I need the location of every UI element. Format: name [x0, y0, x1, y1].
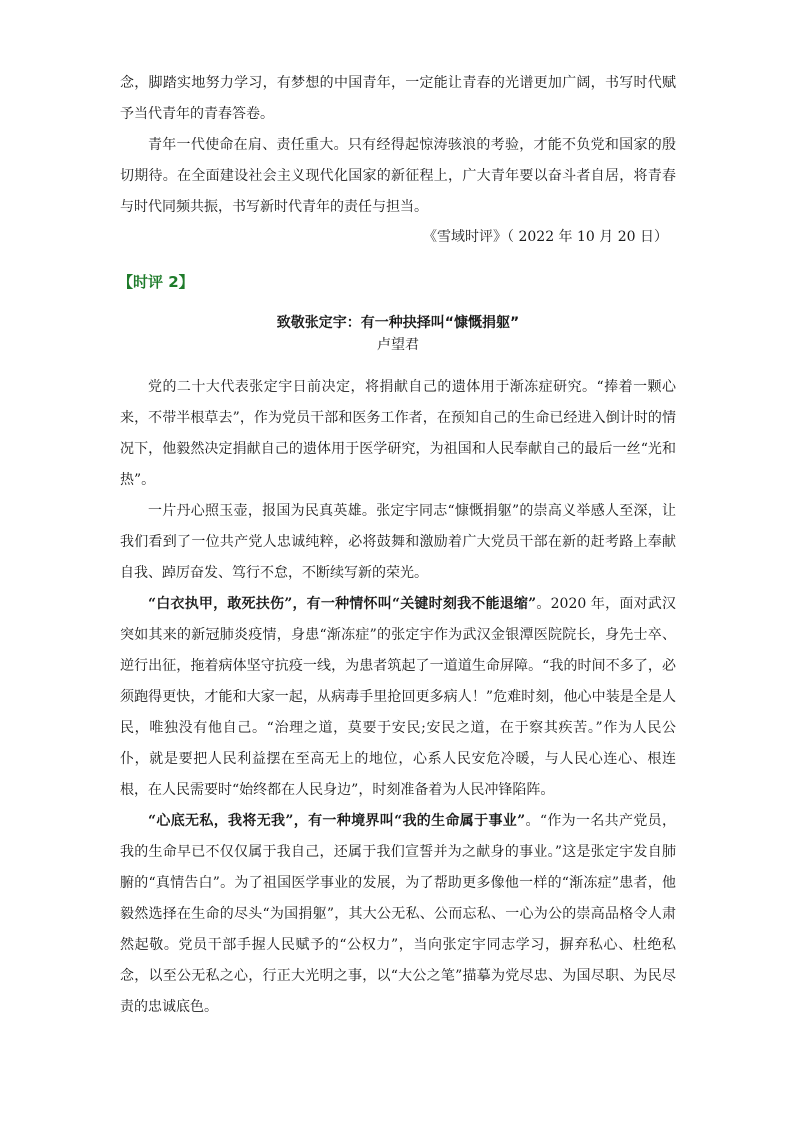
paragraph-text: 一片丹心照玉壶，报国为民真英雄。张定宇同志“慷慨捐躯”的崇高义举感人至深，让我们看到了一位共产党人忠诚纯粹，必将鼓舞和激励着广大党员干部在新的赶考路上奉献自我、踔厉奋发、笃行不怠，不断续写新的荣光。 — [120, 503, 676, 581]
paragraph-text: 党的二十大代表张定宇日前决定，将捐献自己的遗体用于渐冻症研究。“捧着一颗心来，不带半根草去”，作为党员干部和医务工作者，在预知自己的生命已经进入倒计时的情况下，他毅然决定捐献自己的遗体用于医学研究，为祖国和人民奉献自己的最后一丝“光和热”。 — [120, 379, 676, 488]
paragraph-lead: “白衣执甲，敢死扶伤”，有一种情怀叫“关键时刻我不能退缩” — [148, 596, 537, 612]
paragraph-continued: 念，脚踏实地努力学习，有梦想的中国青年，一定能让青春的光谱更加广阔，书写时代赋予当代青年的青春答卷。 — [120, 75, 676, 122]
source-citation: 《雪域时评》（ 2022 年 10 月 20 日） — [423, 229, 668, 245]
article-paragraph-2 — [120, 496, 676, 589]
paragraph-closing: 青年一代使命在肩、责任重大。只有经得起惊涛骇浪的考验，才能不负党和国家的殷切期待。在全面建设社会主义现代化国家的新征程上，广大青年要以奋斗者自居，将青春与时代同频共振，书写新时代青年的责任与担当。 — [120, 137, 676, 215]
paragraph-text: 。“作为一名共产党员，我的生命早已不仅仅属于我自己，还属于我们宣誓并为之献身的事业。”这是张定宇发自肺腑的“真情告白”。为了祖国医学事业的发展，为了帮助更多像他一样的“渐冻症”患者，他毅然选择在生命的尽头“为国捐躯”，其大公无私、公而忘私、一心为公的崇高品格令人肃然起敬。党员干部手握人民赋予的“公权力”，当向张定宇同志学习，摒弃私心、杜绝私念，以至公无私之心，行正大光明之事，以“大公之笔”描摹为党尽忠、为国尽职、为民尽责的忠诚底色。 — [120, 813, 676, 1015]
section-label: 【时评 2】 — [118, 273, 194, 291]
article-paragraph-1 — [120, 372, 676, 496]
article-paragraph-4 — [120, 806, 676, 1023]
article-title: 致敬张定宇：有一种抉择叫“慷慨捐躯” — [276, 315, 520, 331]
paragraph-lead: “心底无私，我将无我”，有一种境界叫“我的生命属于事业” — [148, 813, 526, 829]
spacer — [120, 355, 676, 372]
document-content — [120, 68, 676, 1023]
article-author: 卢望君 — [377, 337, 419, 353]
article-paragraph-3 — [120, 589, 676, 806]
paragraph-text: 。2020 年，面对武汉突如其来的新冠肺炎疫情，身患“渐冻症”的张定宇作为武汉金银潭医院院长，身先士卒、逆行出征，拖着病体坚守抗疫一线，为患者筑起了一道道生命屏障。“我的时间不多了，必须跑得更快，才能和大家一起，从病毒手里抢回更多病人！”危难时刻，他心中装是全是人民，唯独没有他自己。“治理之道，莫要于安民;安民之道，在于察其疾苦。”作为人民公仆，就是要把人民利益摆在至高无上的地位，心系人民安危冷暖，与人民心连心、根连根，在人民需要时“始终都在人民身边”，时刻准备着为人民冲锋陷阵。 — [120, 596, 676, 798]
